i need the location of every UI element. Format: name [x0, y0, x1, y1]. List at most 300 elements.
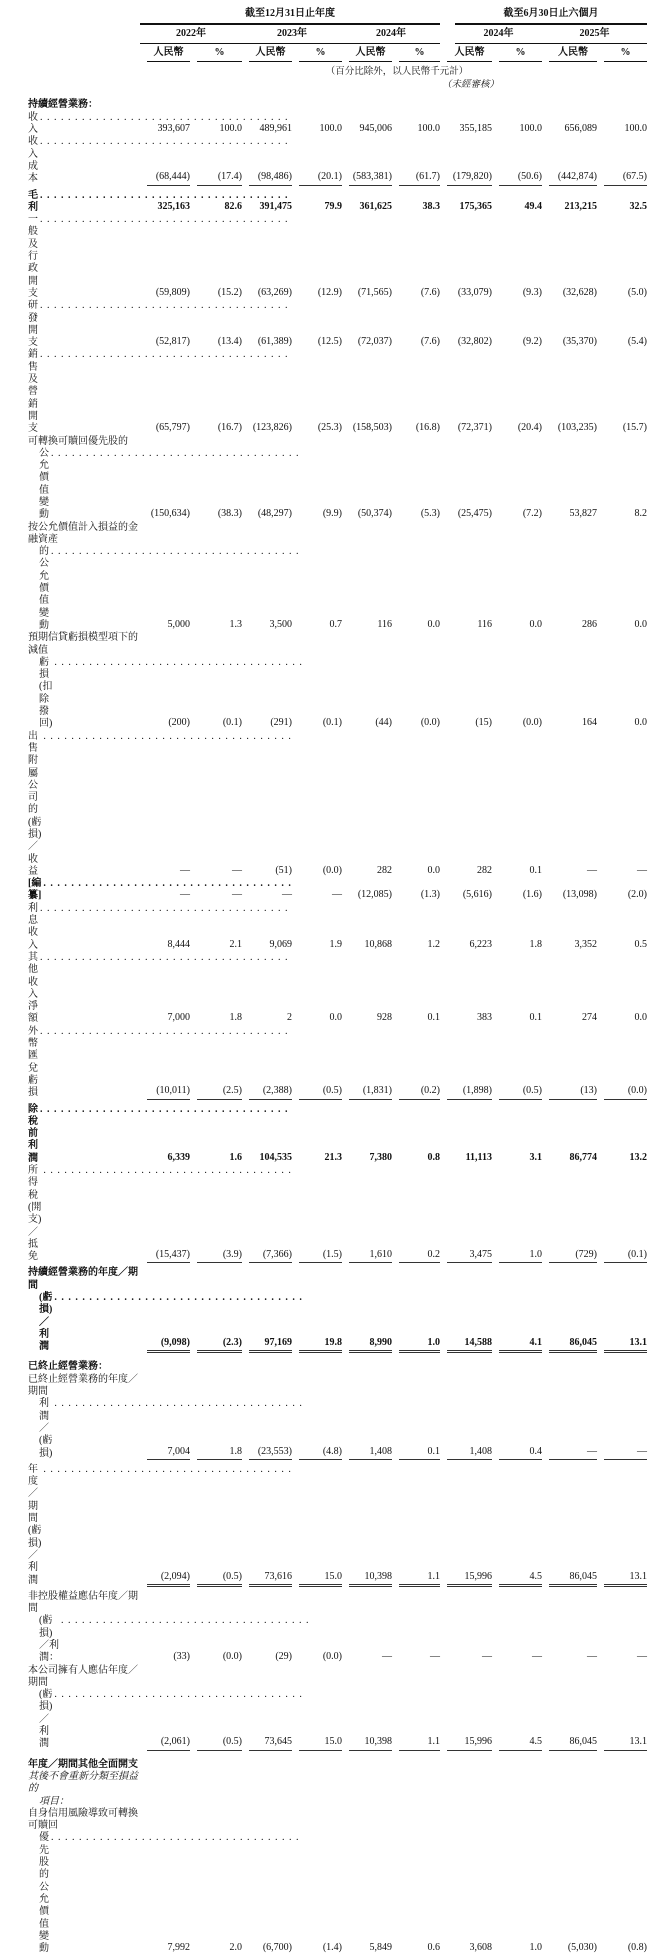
percent-cell: 1.8 [190, 1446, 242, 1460]
amount-cell: 213,215 [564, 200, 597, 212]
row-label [28, 1808, 140, 1955]
percent-cell: — [532, 1651, 542, 1663]
percent-cell: (2.5) [190, 1085, 242, 1099]
amount-cell: (44) [375, 717, 392, 729]
year-2022: 2022年 [140, 28, 242, 43]
currency-header: 人民幣 [242, 47, 292, 62]
amount-cell: 73,616 [242, 1571, 292, 1587]
year-row [28, 28, 647, 43]
data-row [28, 1665, 647, 1751]
row-label-text: 可轉換可贖回優先股的 [28, 435, 128, 447]
percent-cell: 0.7 [329, 618, 342, 630]
row-label-text: 一般及行政開支 [28, 214, 38, 299]
row-label-text-2: (虧損)／利潤 [39, 1291, 53, 1353]
percent-cell: 0.4 [492, 1446, 542, 1460]
amount-cell: (158,503) [352, 422, 392, 434]
row-label [28, 436, 140, 522]
data-row [28, 878, 647, 903]
amount-cell: 282 [377, 864, 392, 876]
amount-cell: (61,389) [257, 336, 292, 348]
dot-leader [52, 1292, 303, 1304]
amount-cell: 73,645 [242, 1736, 292, 1750]
row-label-text-2: 公允價值變動 [39, 447, 49, 521]
amount-cell: 86,045 [542, 1571, 597, 1587]
amount-cell: — [587, 864, 597, 876]
row-label [28, 731, 140, 879]
section-header-row [28, 1771, 647, 1808]
unaudited-note-row [28, 79, 647, 92]
amount-cell: 928 [377, 1012, 392, 1024]
percent-cell: 1.8 [229, 1012, 242, 1024]
amount-cell: — [482, 1651, 492, 1663]
amount-cell: (150,634) [150, 508, 190, 520]
amount-cell: 325,163 [157, 200, 190, 212]
percent-cell: 79.9 [324, 200, 342, 212]
row-label [28, 1771, 140, 1808]
amount-cell: (15) [475, 717, 492, 729]
amount-cell: 7,004 [140, 1446, 190, 1460]
amount-cell: (32,802) [457, 336, 492, 348]
amount-cell: 86,774 [569, 1151, 597, 1163]
percent-cell: (0.0) [522, 717, 542, 729]
data-row [28, 632, 647, 730]
row-label [28, 99, 140, 111]
percent-cell: 4.1 [492, 1337, 542, 1353]
dot-leader [38, 214, 289, 226]
percent-cell: (12.9) [317, 286, 342, 298]
percent-cell: 38.3 [422, 200, 440, 212]
amount-cell: (35,370) [562, 336, 597, 348]
amount-cell: 15,996 [440, 1571, 492, 1587]
row-label [28, 522, 140, 633]
percent-cell: 21.3 [324, 1151, 342, 1163]
section-header-row [28, 1361, 647, 1373]
row-label-text-2: 優先股的公允價值變動 [39, 1832, 49, 1955]
percent-cell: — [430, 1651, 440, 1663]
dot-leader [59, 1615, 310, 1627]
row-label [28, 632, 140, 730]
percent-cell: (0.0) [222, 1651, 242, 1663]
amount-cell: (13) [542, 1085, 597, 1099]
amount-cell: 656,089 [564, 123, 597, 135]
percent-cell: (0.5) [292, 1085, 342, 1099]
percent-cell: 0.2 [392, 1249, 440, 1263]
percent-cell: (50.6) [492, 171, 542, 185]
dot-leader [38, 136, 289, 148]
amount-cell: 7,000 [167, 1012, 190, 1024]
amount-cell: 97,169 [242, 1337, 292, 1353]
percent-cell: 0.0 [427, 864, 440, 876]
percent-cell: 1.3 [229, 618, 242, 630]
percent-cell: 0.0 [634, 1012, 647, 1024]
dot-leader [41, 1165, 292, 1177]
percent-cell: (1.5) [292, 1249, 342, 1263]
amount-cell: (33,079) [457, 286, 492, 298]
section-header-row [28, 1759, 647, 1771]
percent-cell: (7.6) [420, 286, 440, 298]
row-label-text: 毛利 [28, 189, 38, 213]
percent-cell: (25.3) [317, 422, 342, 434]
period-group-row [28, 8, 647, 25]
percent-cell: (1.3) [420, 889, 440, 901]
dot-leader [52, 1689, 303, 1701]
row-label [28, 952, 140, 1026]
amount-cell: (32,628) [562, 286, 597, 298]
amount-cell: 10,398 [342, 1736, 392, 1750]
data-row [28, 1104, 647, 1165]
dot-leader [38, 1104, 289, 1116]
data-row [28, 349, 647, 435]
percent-cell: 1.1 [392, 1571, 440, 1587]
percent-cell: (20.1) [292, 171, 342, 185]
amount-cell: 10,398 [342, 1571, 392, 1587]
amount-cell: 274 [582, 1012, 597, 1024]
percent-cell: 1.1 [392, 1736, 440, 1750]
row-label-text: 銷售及營銷開支 [28, 349, 38, 435]
amount-cell: (98,486) [242, 171, 292, 185]
row-label [28, 349, 140, 435]
amount-cell: (72,037) [357, 336, 392, 348]
percent-cell: (0.5) [492, 1085, 542, 1099]
amount-cell: 116 [377, 618, 392, 630]
amount-cell: 8,990 [342, 1337, 392, 1353]
row-label-text: 年度／期間(虧損)／利潤 [28, 1463, 42, 1586]
amount-cell: (13,098) [562, 889, 597, 901]
percent-cell: (3.9) [190, 1249, 242, 1263]
data-row [28, 300, 647, 349]
amount-cell: 361,625 [359, 200, 392, 212]
amount-cell: 3,500 [269, 618, 292, 630]
dot-leader [49, 1832, 300, 1844]
percent-cell: 0.0 [634, 717, 647, 729]
percent-cell: (9.3) [522, 286, 542, 298]
amount-cell: (5,030) [567, 1942, 597, 1954]
percent-cell: 13.1 [597, 1337, 647, 1353]
percent-cell: 0.1 [529, 864, 542, 876]
percent-cell: 100.0 [319, 123, 342, 135]
row-label-text-2: 虧損(扣除撥回) [39, 656, 53, 730]
percent-cell: — [232, 889, 242, 901]
data-row [28, 1267, 647, 1353]
amount-cell: (50,374) [357, 508, 392, 520]
amount-cell: 6,223 [469, 938, 492, 950]
percent-cell: 82.6 [224, 200, 242, 212]
amount-cell: 175,365 [459, 200, 492, 212]
row-label-text: 已終止經營業務： [28, 1361, 108, 1373]
percent-cell: 0.1 [529, 1012, 542, 1024]
amount-cell: 3,475 [440, 1249, 492, 1263]
percent-cell: (15.7) [622, 422, 647, 434]
percent-cell: 100.0 [519, 123, 542, 135]
amount-cell: (10,011) [140, 1085, 190, 1099]
percent-cell: (0.1) [222, 717, 242, 729]
year-2024: 2024年 [342, 28, 440, 43]
percent-cell: (9.9) [322, 508, 342, 520]
dot-leader [49, 546, 300, 558]
row-label-text-2: 的公允價值變動 [39, 546, 49, 631]
row-label-text: 本公司擁有人應佔年度／期間 [28, 1664, 138, 1688]
percent-cell: 1.8 [529, 938, 542, 950]
row-label [28, 878, 140, 903]
percent-cell: 4.5 [492, 1736, 542, 1750]
percent-cell: 100.0 [219, 123, 242, 135]
amount-cell: 86,045 [542, 1337, 597, 1353]
amount-cell: — [587, 1651, 597, 1663]
row-label [28, 1104, 140, 1165]
amount-cell: (7,366) [242, 1249, 292, 1263]
amount-cell: 391,475 [259, 200, 292, 212]
year-2023: 2023年 [242, 28, 342, 43]
subcolumn-row [28, 47, 647, 62]
percent-cell: 0.0 [427, 618, 440, 630]
amount-cell: (71,565) [357, 286, 392, 298]
percent-cell: (0.0) [322, 1651, 342, 1663]
percent-cell: 4.5 [492, 1571, 542, 1587]
percent-cell: (5.0) [627, 286, 647, 298]
amount-cell: 10,868 [364, 938, 392, 950]
amount-cell: 383 [477, 1012, 492, 1024]
percent-cell: 1.6 [229, 1151, 242, 1163]
amount-cell: 7,992 [167, 1942, 190, 1954]
percent-cell: (0.2) [392, 1085, 440, 1099]
amount-cell: — [282, 889, 292, 901]
amount-cell: 3,352 [574, 938, 597, 950]
percent-cell: (7.6) [420, 336, 440, 348]
percent-cell: (9.2) [522, 336, 542, 348]
percent-cell: 2.1 [229, 938, 242, 950]
row-label [28, 300, 140, 349]
amount-cell: 2 [287, 1012, 292, 1024]
amount-cell: 15,996 [440, 1736, 492, 1750]
row-label [28, 136, 140, 185]
percent-cell: 49.4 [524, 200, 542, 212]
amount-cell: 5,000 [167, 618, 190, 630]
amount-cell: 86,045 [542, 1736, 597, 1750]
amount-cell: (442,874) [542, 171, 597, 185]
amount-cell: 286 [582, 618, 597, 630]
data-row [28, 112, 647, 137]
amount-cell: (5,616) [462, 889, 492, 901]
percent-cell: (12.5) [317, 336, 342, 348]
annual-period-label: 截至12月31日止年度 [140, 8, 440, 25]
dot-leader [49, 448, 300, 460]
amount-cell: (729) [542, 1249, 597, 1263]
dot-leader [38, 952, 289, 964]
amount-cell: 355,185 [459, 123, 492, 135]
percent-cell: 2.0 [229, 1942, 242, 1954]
year-2024-interim: 2024年 [440, 28, 542, 43]
percent-cell: (4.8) [292, 1446, 342, 1460]
row-label-text-2: (虧損)／利潤： [39, 1615, 59, 1664]
dot-leader [41, 731, 292, 743]
amount-cell: (48,297) [257, 508, 292, 520]
row-label [28, 1165, 140, 1263]
amount-cell: 6,339 [167, 1151, 190, 1163]
data-row [28, 1026, 647, 1100]
units-note: （百分比除外，以人民幣千元計） [325, 66, 469, 77]
row-label-text: 外幣匯兌虧損 [28, 1025, 38, 1099]
row-label-text: 研發開支 [28, 300, 38, 349]
row-label [28, 1464, 140, 1587]
dot-leader [38, 349, 289, 361]
data-row [28, 522, 647, 633]
percent-cell: 15.0 [292, 1736, 342, 1750]
data-row [28, 1808, 647, 1955]
amount-cell: — [180, 889, 190, 901]
dot-leader [41, 1464, 292, 1476]
amount-cell: (51) [275, 864, 292, 876]
amount-cell: (65,797) [155, 422, 190, 434]
data-row [28, 731, 647, 879]
percent-cell: (0.5) [190, 1736, 242, 1750]
amount-cell: (291) [270, 717, 292, 729]
percent-cell: 3.1 [529, 1151, 542, 1163]
row-label-text: 持續經營業務： [28, 99, 98, 111]
amount-cell: (1,898) [440, 1085, 492, 1099]
row-label-text: 自身信用風險導致可轉換可贖回 [28, 1807, 138, 1832]
interim-period-group [440, 8, 647, 25]
dot-leader [38, 1026, 289, 1038]
section-header-row [28, 99, 647, 111]
percent-cell: 13.2 [629, 1151, 647, 1163]
percent-cell: 1.0 [392, 1337, 440, 1353]
percent-cell: (5.3) [420, 508, 440, 520]
amount-cell: — [382, 1651, 392, 1663]
amount-cell: (23,553) [242, 1446, 292, 1460]
percent-cell: 1.2 [427, 938, 440, 950]
amount-cell: 8,444 [167, 938, 190, 950]
row-label [28, 1267, 140, 1353]
amount-cell: (2,388) [242, 1085, 292, 1099]
row-label [28, 1759, 140, 1771]
data-row [28, 214, 647, 300]
amount-cell: 7,380 [369, 1151, 392, 1163]
percent-cell: (17.4) [190, 171, 242, 185]
amount-cell: (72,371) [457, 422, 492, 434]
row-label [28, 1591, 140, 1665]
row-label [28, 903, 140, 952]
percent-cell: 1.9 [329, 938, 342, 950]
amount-cell: 164 [582, 717, 597, 729]
percent-cell: (16.8) [415, 422, 440, 434]
annual-period-group [140, 8, 440, 25]
percent-cell: 0.0 [329, 1012, 342, 1024]
amount-cell: (63,269) [257, 286, 292, 298]
row-label-text: 按公允價值計入損益的金融資產 [28, 521, 138, 545]
percent-cell: (0.5) [190, 1571, 242, 1587]
row-label-text: 持續經營業務的年度／期間 [28, 1267, 138, 1291]
amount-cell: 53,827 [569, 508, 597, 520]
percent-cell: (16.7) [217, 422, 242, 434]
data-row [28, 436, 647, 522]
amount-cell: (9,098) [140, 1337, 190, 1353]
table-body [28, 99, 647, 1955]
amount-cell: (59,809) [155, 286, 190, 298]
row-label-text: [編纂] [28, 878, 42, 902]
data-row [28, 136, 647, 185]
percent-cell: 0.1 [427, 1012, 440, 1024]
currency-header: 人民幣 [140, 47, 190, 62]
data-row [28, 952, 647, 1026]
percent-header: % [492, 47, 542, 62]
row-label-text: 預期信貸虧損模型項下的減值 [28, 632, 138, 656]
year-2025-interim: 2025年 [542, 28, 647, 43]
row-label-text: 其後不會重新分類至損益的 [28, 1770, 138, 1795]
currency-header: 人民幣 [542, 47, 597, 62]
row-label-text: 非控股權益應佔年度／期間 [28, 1590, 138, 1615]
percent-cell: (2.3) [190, 1337, 242, 1353]
percent-cell: (2.0) [627, 889, 647, 901]
dot-leader [52, 657, 303, 669]
amount-cell: — [180, 864, 190, 876]
percent-cell: (0.1) [322, 717, 342, 729]
row-label-text: 年度／期間其他全面開支 [28, 1758, 138, 1770]
percent-cell: (0.0) [420, 717, 440, 729]
percent-cell: 0.6 [427, 1942, 440, 1954]
percent-cell: 15.0 [292, 1571, 342, 1587]
percent-header: % [190, 47, 242, 62]
row-label-text-2: 項目： [39, 1795, 69, 1807]
amount-cell: (33) [173, 1651, 190, 1663]
amount-cell: 393,607 [157, 123, 190, 135]
data-row [28, 1374, 647, 1460]
percent-cell: 0.8 [427, 1151, 440, 1163]
table-header [28, 8, 647, 92]
data-row [28, 190, 647, 215]
row-label-text: 出售附屬公司的(虧損)／收益 [28, 730, 42, 877]
amount-cell: 282 [477, 864, 492, 876]
amount-cell: 489,961 [259, 123, 292, 135]
percent-cell: (1.4) [322, 1942, 342, 1954]
amount-cell: (1,831) [342, 1085, 392, 1099]
row-label-text: 利息收入 [28, 902, 38, 951]
amount-cell: 104,535 [259, 1151, 292, 1163]
percent-cell: 100.0 [417, 123, 440, 135]
amount-cell: (52,817) [155, 336, 190, 348]
interim-period-label: 截至6月30日止六個月 [455, 8, 647, 25]
row-label-text: 已終止經營業務的年度／期間 [28, 1373, 138, 1398]
row-label [28, 1374, 140, 1460]
percent-cell: 8.2 [634, 508, 647, 520]
row-label [28, 214, 140, 300]
currency-header: 人民幣 [440, 47, 492, 62]
row-label [28, 1665, 140, 1751]
amount-cell: (2,094) [140, 1571, 190, 1587]
percent-cell: 13.1 [597, 1736, 647, 1750]
percent-cell: 1.0 [529, 1942, 542, 1954]
dot-leader [52, 1398, 303, 1410]
row-label [28, 1361, 140, 1373]
amount-cell: 1,408 [342, 1446, 392, 1460]
amount-cell: 9,069 [269, 938, 292, 950]
percent-header: % [392, 47, 440, 62]
amount-cell: (583,381) [342, 171, 392, 185]
percent-cell: 13.1 [597, 1571, 647, 1587]
percent-cell: (20.4) [517, 422, 542, 434]
percent-cell: 0.0 [634, 618, 647, 630]
amount-cell: (2,061) [140, 1736, 190, 1750]
amount-cell: (15,437) [140, 1249, 190, 1263]
row-label-text: 其他收入淨額 [28, 951, 38, 1025]
data-row [28, 1165, 647, 1263]
percent-cell: (0.1) [597, 1249, 647, 1263]
percent-cell: 0.5 [634, 938, 647, 950]
row-label-text: 收入成本 [28, 136, 38, 185]
data-row [28, 1591, 647, 1665]
percent-cell: (0.0) [322, 864, 342, 876]
dot-leader [38, 903, 289, 915]
percent-cell: — [232, 864, 242, 876]
